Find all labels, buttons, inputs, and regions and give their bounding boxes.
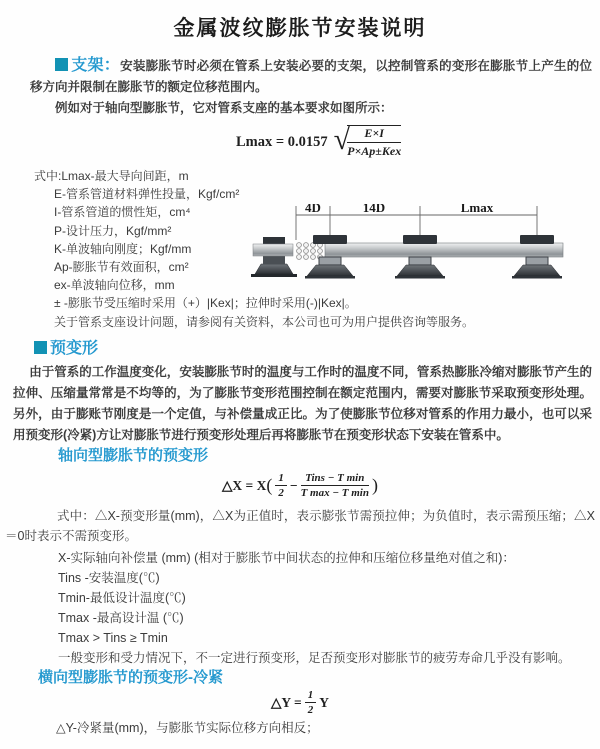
definition-line: ex-单波轴向位移，mm: [54, 278, 175, 293]
main-pipe: [325, 243, 563, 257]
support-heading-label: 支架：: [71, 57, 121, 74]
fraction-numerator: E×I: [347, 126, 401, 143]
dimension-label-4d: 4D: [305, 204, 321, 215]
definition-line: I-管系管道的惯性矩，cm⁴: [54, 205, 191, 220]
half-fraction: [305, 689, 317, 716]
document-page: [0, 12, 600, 749]
variable-line: Tmax > Tins ≥ Tmin: [58, 630, 168, 645]
predeform-heading-label: 预变形: [50, 339, 99, 357]
support-section-heading: [55, 57, 120, 74]
pipe-stub: [253, 244, 293, 256]
variable-line: Tmin-最低设计温度(℃): [58, 590, 186, 605]
section-marker-icon: [34, 341, 47, 354]
anchor-support: [251, 237, 297, 277]
predeform-paragraph: 由于管系的工作温度变化，安装膨胀节时的温度与工作时的温度不同，管系热膨胀冷缩对膨胀节产生的拉伸、压缩量常常是不均等的，为了膨胀节变形范围控制在额定范围内，需要对膨胀节采取预变形处理。另外，由于膨账节刚度是一个定值，与补偿量成正比。为了使膨胀节位移对管系的作用力最小，也可以采用预变形(冷紧)方让对膨胀节进行预变形处理后再将膨胀节在预变形状态下安装在管系中。: [13, 364, 592, 442]
lateral-note-line: △Y-冷紧量(mm)，与膨胀节实际位移方向相反；: [56, 720, 319, 735]
lateral-formula-rhs: Y: [319, 694, 329, 710]
definition-line: 式中:Lmax-最大导向间距，m: [34, 169, 189, 183]
close-paren: ): [371, 475, 378, 496]
lmax-formula-fraction: [347, 125, 401, 159]
definition-line: K-单波轴向刚度；Kgf/mm: [54, 241, 192, 256]
fraction-numerator: 1: [305, 689, 317, 703]
dimension-label-lmax: Lmax: [460, 204, 494, 215]
fraction-numerator: Tins − T min: [301, 472, 369, 486]
dimension-label-14d: 14D: [362, 204, 386, 215]
axial-formula-explanation: 式中：△X-预变形量(mm)，△X为正值时，表示膨张节需预拉伸；为负值时，表示需预压缩；△X＝0时表示不需预变形。: [5, 508, 595, 543]
dimension-lines: [296, 206, 537, 240]
variable-line: 一般变形和受力情况下，不一定进行预变形，足否预变形对膨胀节的疲劳寿命几乎没有影响。: [58, 650, 571, 665]
minus-sign: −: [289, 477, 298, 493]
pipe-support-diagram-svg: [247, 204, 595, 302]
open-paren: (: [266, 475, 273, 496]
fraction-numerator: 1: [275, 472, 287, 486]
lmax-formula-lhs: Lmax = 0.0157: [236, 133, 328, 150]
definition-line: E-管系管道材料弹性投量，Kgf/cm²: [54, 187, 240, 202]
predeform-section-heading: [34, 339, 600, 358]
definition-line: P-设计压力，Kgf/mm²: [54, 223, 172, 238]
variable-line: Tins -安装温度(℃): [58, 570, 160, 585]
definition-line: ± -膨胀节受压缩时采用（+）|Kex|；拉伸时采用(-)|Kex|。: [54, 296, 357, 311]
page-title: 金属波纹膨胀节安装说明: [173, 17, 427, 40]
variable-line: Tmax -最高设计温 (℃): [58, 610, 184, 625]
axial-formula-lhs: △X = X: [222, 477, 267, 493]
support-example-line: 例如对于轴向型膨胀节，它对管系支座的基本要求如图所示：: [55, 101, 393, 115]
axial-subheading: 轴向型膨胀节的预变形: [58, 446, 209, 464]
axial-variable-list: [58, 548, 600, 668]
radical-sign: √: [333, 123, 351, 156]
lateral-formula-lhs: △Y =: [271, 694, 302, 710]
half-fraction: [275, 472, 287, 499]
fraction-denominator: 2: [278, 487, 284, 500]
support-intro-paragraph: [30, 55, 592, 98]
support-intro-text: 安装膨胀节时必须在管系上安装必要的支架，以控制管系的变形在膨胀节上产生的位移方向并限制在膨胀节的额定位移范围内。: [30, 59, 592, 94]
lateral-predeform-formula: [0, 690, 600, 716]
support-spacing-diagram: [247, 204, 595, 302]
definition-line: 关于管系支座设计问题，请参阅有关资料，本公司也可为用户提供咨询等服务。: [54, 314, 475, 329]
temperature-fraction: [301, 472, 369, 499]
lmax-formula: [236, 125, 600, 159]
section-marker-icon: [55, 58, 68, 71]
fraction-denominator: 2: [307, 704, 314, 717]
definition-line: Ap-膨胀节有效面积，cm²: [54, 260, 189, 275]
fraction-denominator: T max − T min: [300, 487, 369, 500]
fraction-denominator: P×Ap±Kex: [347, 144, 402, 158]
lateral-subheading: 横向型膨胀节的预变形-冷紧: [38, 668, 223, 686]
variable-line: X-实际轴向补偿量 (mm) (相对于膨胀节中间状态的拉伸和压缩位移量绝对值之和)：: [58, 550, 515, 565]
axial-predeform-formula: [0, 470, 600, 502]
